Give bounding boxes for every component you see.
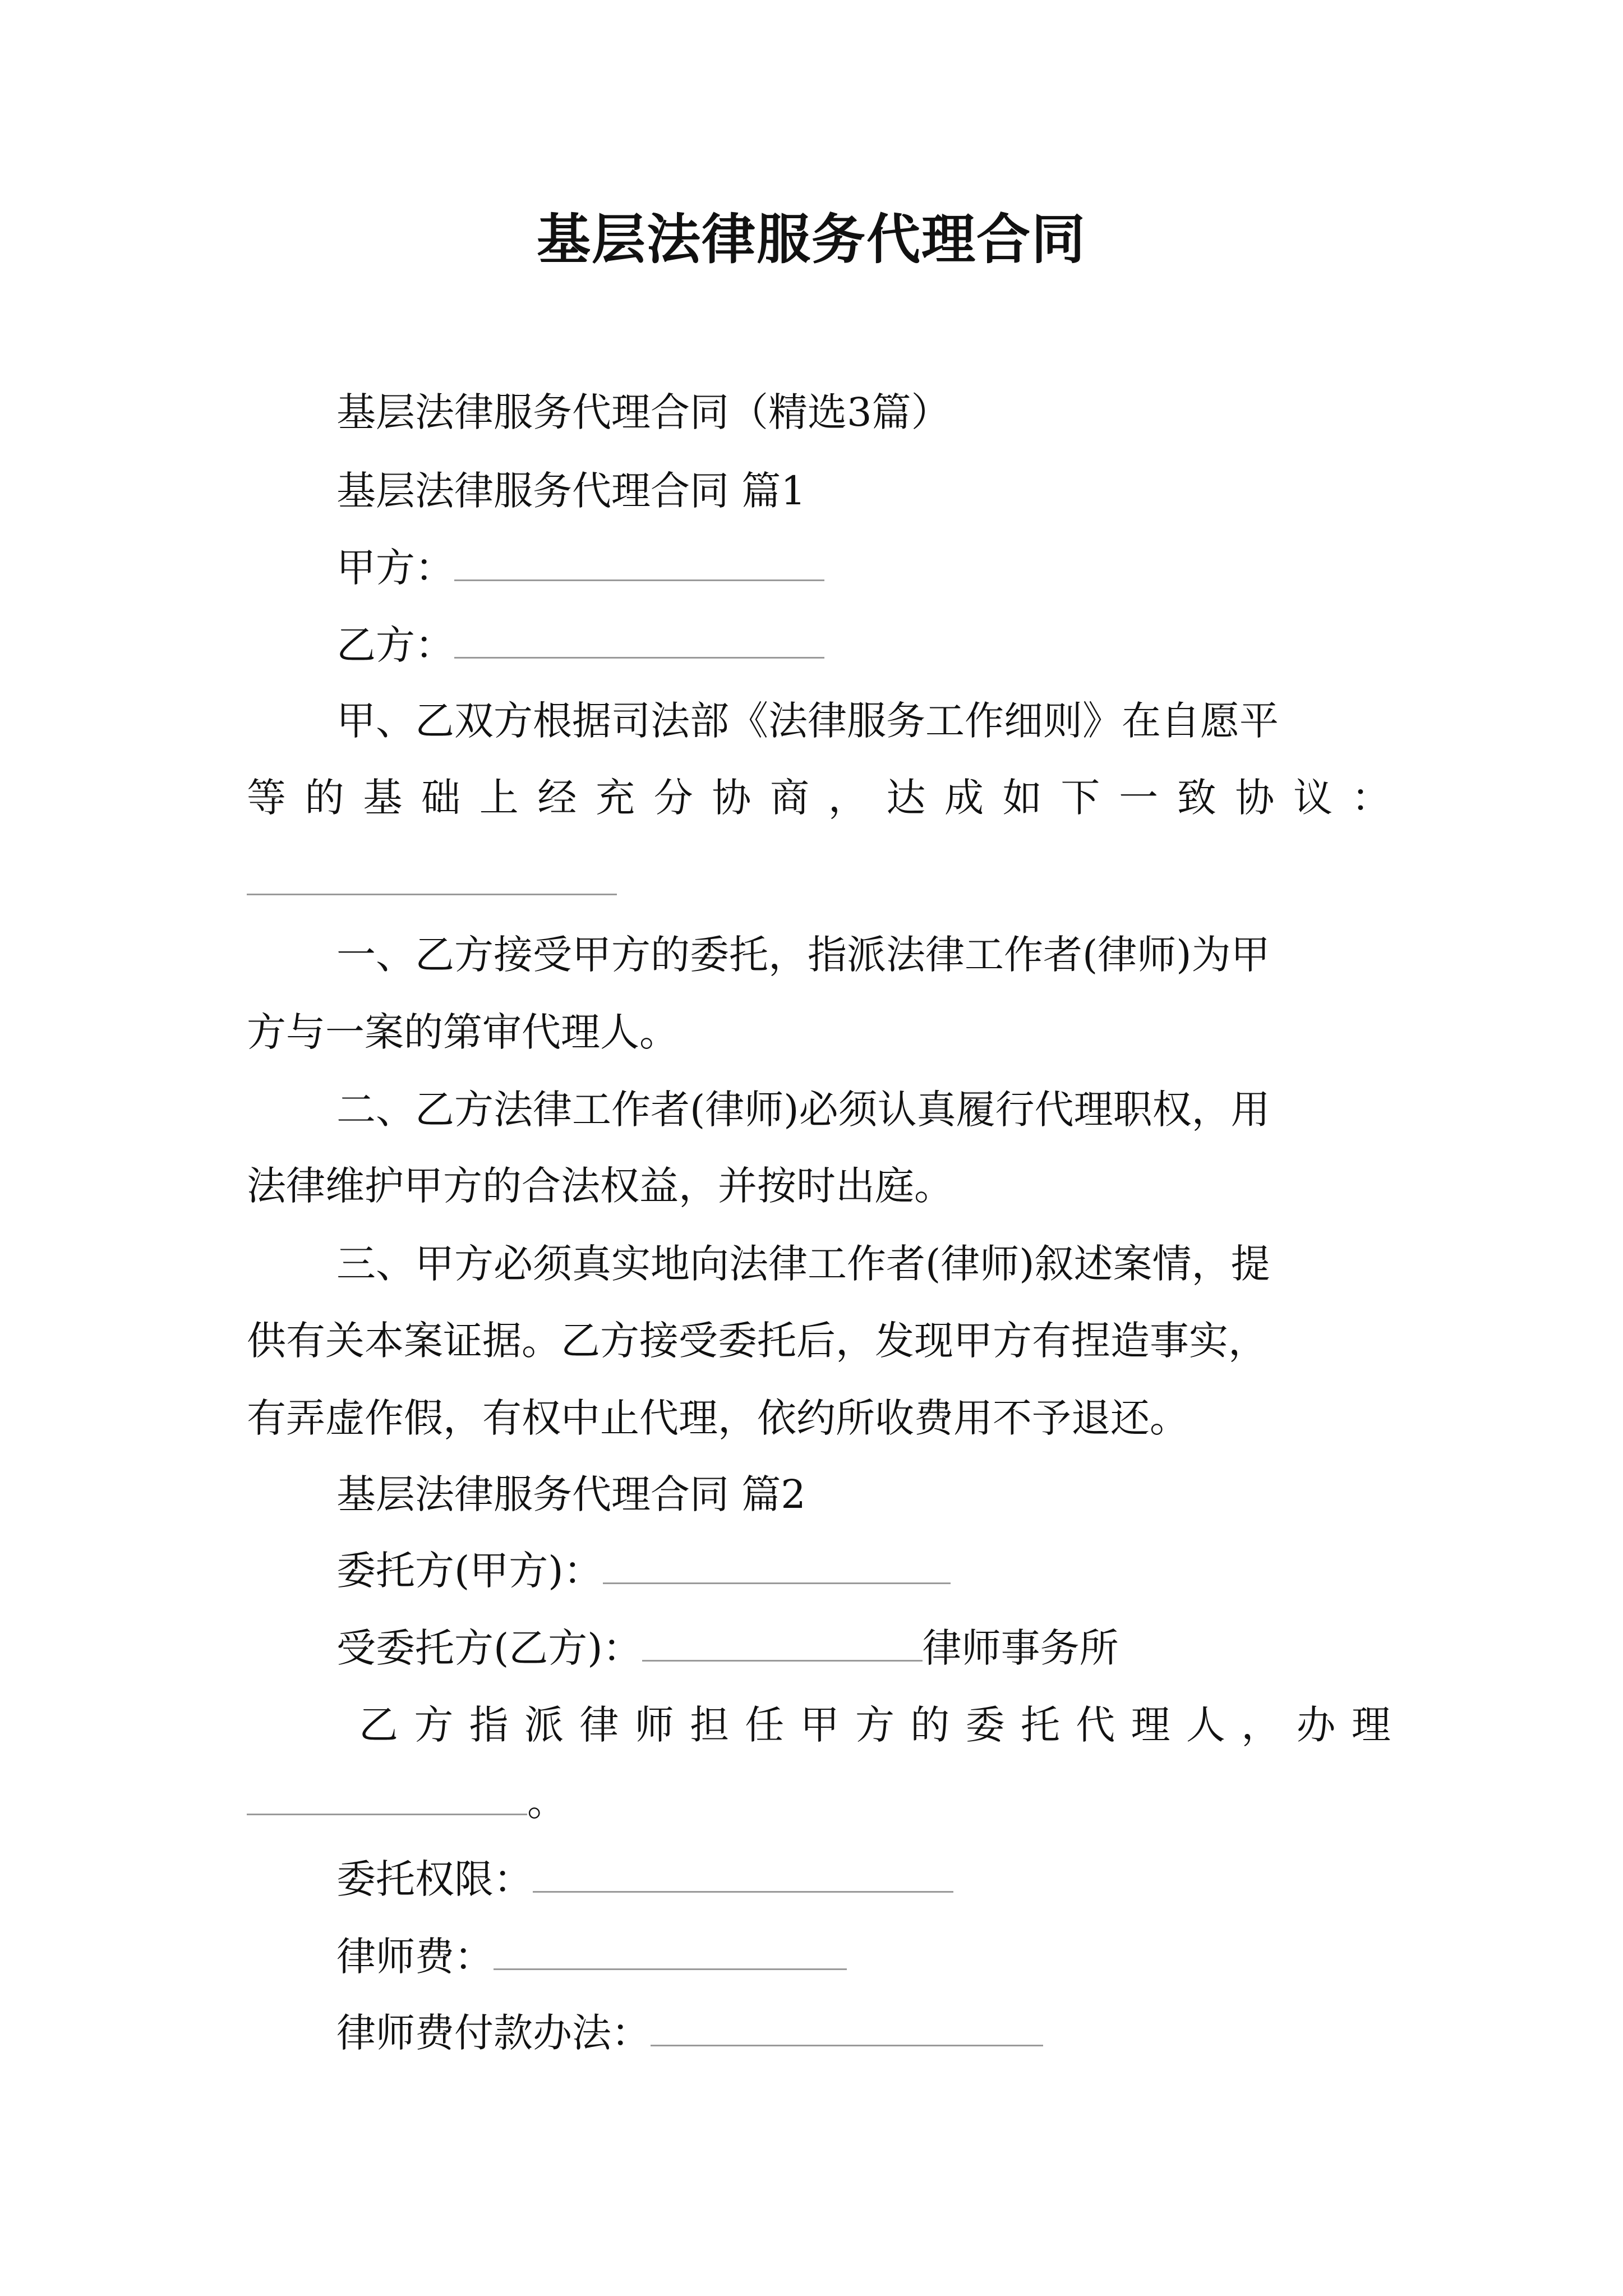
section2-heading: 基层法律服务代理合同 篇2	[336, 1471, 806, 1517]
payment-blank	[651, 2005, 1043, 2046]
assign-blank	[247, 1774, 527, 1815]
intro-blank	[247, 893, 617, 895]
payment-line	[336, 2005, 1043, 2061]
agent-line	[336, 1620, 1119, 1676]
clause3-line-1: 三、甲方必须真实地向法律工作者(律师)叙述案情，提	[336, 1241, 1270, 1287]
client-label: 委托方(甲方)：	[336, 1548, 603, 1594]
document-subtitle: 基层法律服务代理合同（精选3篇）	[336, 389, 951, 435]
clause1-line-1: 一、乙方接受甲方的委托，指派法律工作者(律师)为甲	[336, 932, 1270, 978]
intro-line-1: 甲、乙双方根据司法部《法律服务工作细则》在自愿平	[336, 698, 1279, 744]
clause2-line-2: 法律维护甲方的合法权益，并按时出庭。	[247, 1163, 953, 1209]
party-a-blank	[454, 540, 824, 581]
assign-line-2	[247, 1774, 566, 1830]
authority-line	[336, 1851, 953, 1907]
assign-line-1: 乙 方 指 派 律 师 担 任 甲 方 的 委 托 代 理 人 ， 办 理	[359, 1702, 1391, 1748]
fee-blank	[494, 1929, 847, 1970]
agent-label: 受委托方(乙方)：	[336, 1625, 642, 1671]
payment-label: 律师费付款办法：	[336, 2010, 651, 2056]
party-a-label: 甲方：	[336, 545, 454, 591]
agent-blank	[642, 1621, 923, 1662]
authority-blank	[533, 1852, 953, 1893]
party-a-line	[336, 540, 824, 596]
intro-line-2: 等 的 基 础 上 经 充 分 协 商 ， 达 成 如 下 一 致 协 议 ：	[247, 775, 1391, 821]
assign-end: 。	[527, 1779, 566, 1825]
document-title: 基层法律服务代理合同	[537, 208, 1086, 271]
fee-line	[336, 1929, 847, 1985]
clause2-line-1: 二、乙方法律工作者(律师)必须认真履行代理职权，用	[336, 1087, 1270, 1133]
party-b-line	[336, 617, 824, 673]
fee-label: 律师费：	[336, 1934, 494, 1980]
clause3-line-2: 供有关本案证据。乙方接受委托后，发现甲方有捏造事实，	[247, 1318, 1267, 1364]
clause3-line-3: 有弄虚作假，有权中止代理，依约所收费用不予退还。	[247, 1395, 1189, 1441]
client-blank	[603, 1543, 951, 1584]
party-b-label: 乙方：	[336, 622, 454, 668]
section1-heading: 基层法律服务代理合同 篇1	[336, 468, 806, 514]
clause1-line-2: 方与一案的第审代理人。	[247, 1009, 679, 1055]
authority-label: 委托权限：	[336, 1856, 533, 1902]
client-line	[336, 1543, 951, 1599]
agent-suffix: 律师事务所	[922, 1625, 1119, 1671]
party-b-blank	[454, 618, 824, 659]
